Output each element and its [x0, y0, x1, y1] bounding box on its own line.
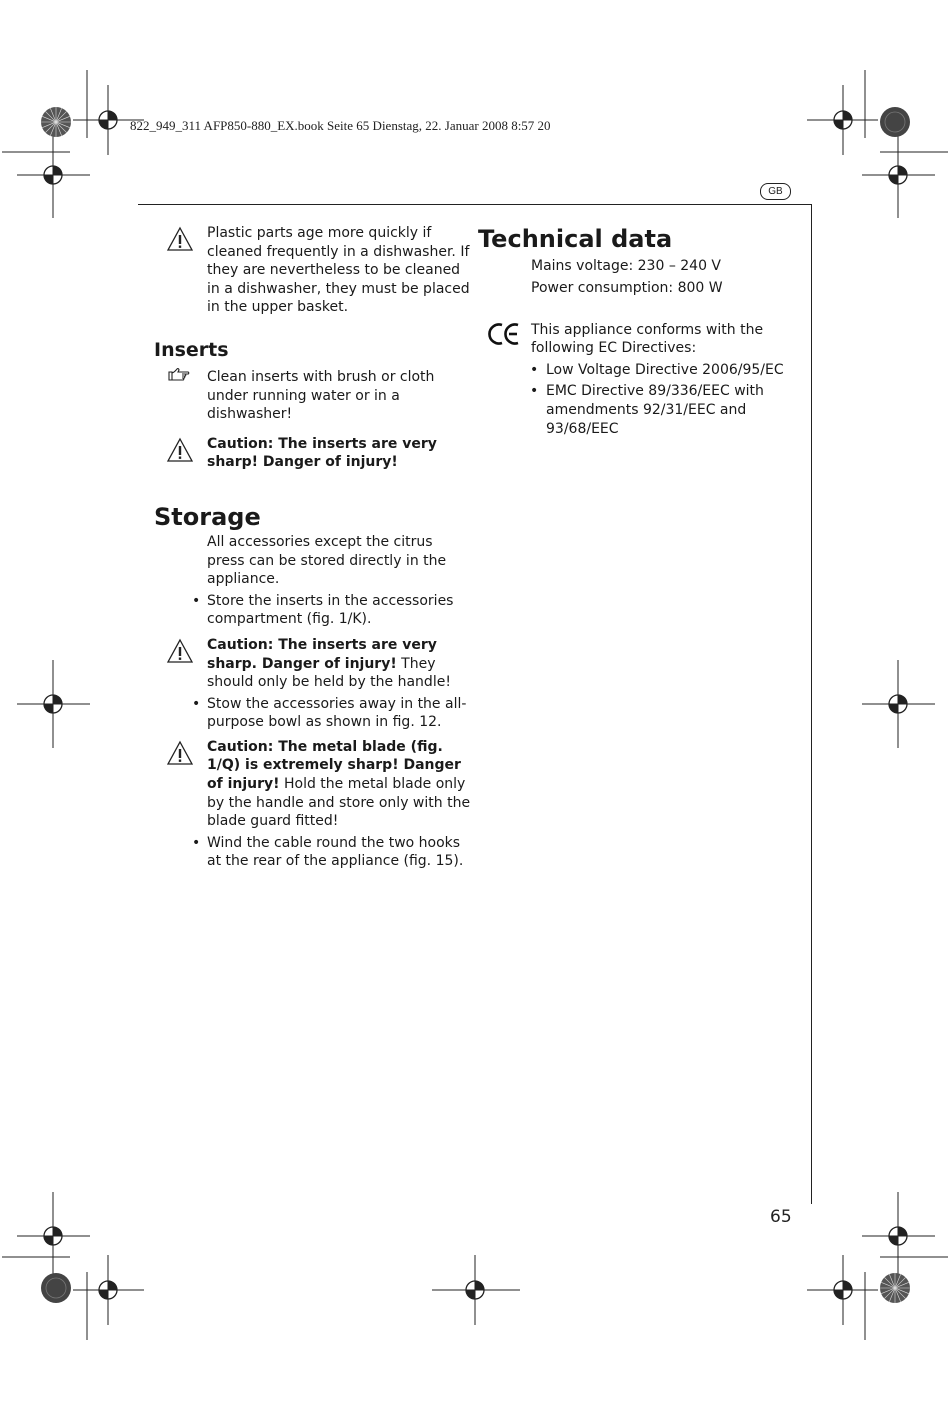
warning-triangle-icon: [166, 638, 196, 670]
directive-1: [478, 361, 798, 380]
conformity-block: [478, 321, 798, 358]
intro-warning: [154, 224, 474, 317]
technical-data-heading: Technical data: [478, 225, 673, 253]
storage-caution-2-rest: Hold the metal blade only by the handle and store only with the blade guard fitted!: [207, 776, 471, 830]
running-header: 822_949_311 AFP850-880_EX.book Seite 65 Dienstag, 22. Januar 2008 8:57 20: [130, 118, 551, 133]
warning-triangle-icon: [166, 226, 196, 258]
storage-intro: [154, 533, 474, 589]
storage-caution-1-rest: They should only be held by the handle!: [207, 655, 451, 691]
storage-caution-1: [154, 636, 474, 692]
power-consumption: Power consumption: 800 W: [531, 280, 723, 297]
storage-heading: Storage: [154, 502, 261, 531]
storage-bullet-3-text: Wind the cable round the two hooks at the rear of the appliance (fig. 15).: [207, 834, 464, 870]
directive-1-text: Low Voltage Directive 2006/95/EC: [546, 361, 784, 378]
ce-mark-icon: [488, 322, 522, 352]
right-column: [478, 224, 798, 438]
storage-caution-2-text: [207, 738, 474, 831]
warning-triangle-icon: [166, 437, 196, 469]
inserts-heading: Inserts: [154, 338, 229, 361]
mains-voltage: Mains voltage: 230 – 240 V: [531, 258, 722, 274]
directive-2-text: EMC Directive 89/336/EEC with amendments 92/31/EEC and 93/68/EEC: [546, 383, 764, 437]
inserts-caution-text: Caution: The inserts are very sharp! Danger of injury!: [207, 435, 437, 471]
storage-caution-2: [154, 738, 474, 831]
storage-bullet-1-text: Store the inserts in the accessories compartment (fig. 1/K).: [207, 592, 454, 628]
warning-triangle-icon: [166, 740, 196, 772]
intro-warning-text: Plastic parts age more quickly if cleaned frequently in a dishwasher. If they are nevertheless to be cleaned in a dishwasher, they must be placed in the upper basket.: [207, 225, 470, 316]
storage-bullet-3: [154, 834, 474, 871]
bullet-icon: •: [192, 592, 201, 609]
inserts-tip: [154, 368, 474, 424]
page-number: 65: [770, 1207, 792, 1227]
storage-caution-2-bold: Caution: The metal blade (fig. 1/Q) is extremely sharp! Danger of injury!: [207, 738, 461, 793]
bullet-icon: •: [192, 695, 201, 712]
right-rule: [811, 204, 812, 1204]
storage-bullet-2: [154, 695, 474, 732]
storage-bullet-1: [154, 592, 474, 629]
left-column: [154, 224, 474, 871]
storage-caution-1-text: [207, 636, 474, 692]
bullet-icon: •: [530, 383, 539, 400]
bullet-icon: •: [530, 361, 539, 378]
inserts-tip-text: Clean inserts with brush or cloth under running water or in a dishwasher!: [207, 368, 435, 423]
storage-bullet-2-text: Stow the accessories away in the all-purpose bowl as shown in fig. 12.: [207, 695, 467, 731]
conformity-text: This appliance conforms with the following EC Directives:: [531, 321, 764, 357]
top-rule: [138, 204, 812, 205]
storage-intro-text: All accessories except the citrus press can be stored directly in the appliance.: [207, 533, 447, 588]
language-badge: GB: [760, 183, 791, 200]
directive-2: [478, 382, 798, 438]
registration-disk-icon: [41, 107, 71, 137]
storage-caution-1-bold: Caution: The inserts are very sharp. Danger of injury!: [207, 636, 437, 672]
spec-list: [478, 257, 798, 298]
bullet-icon: •: [192, 834, 201, 851]
pointing-hand-icon: [168, 367, 198, 389]
inserts-caution: [154, 435, 474, 472]
